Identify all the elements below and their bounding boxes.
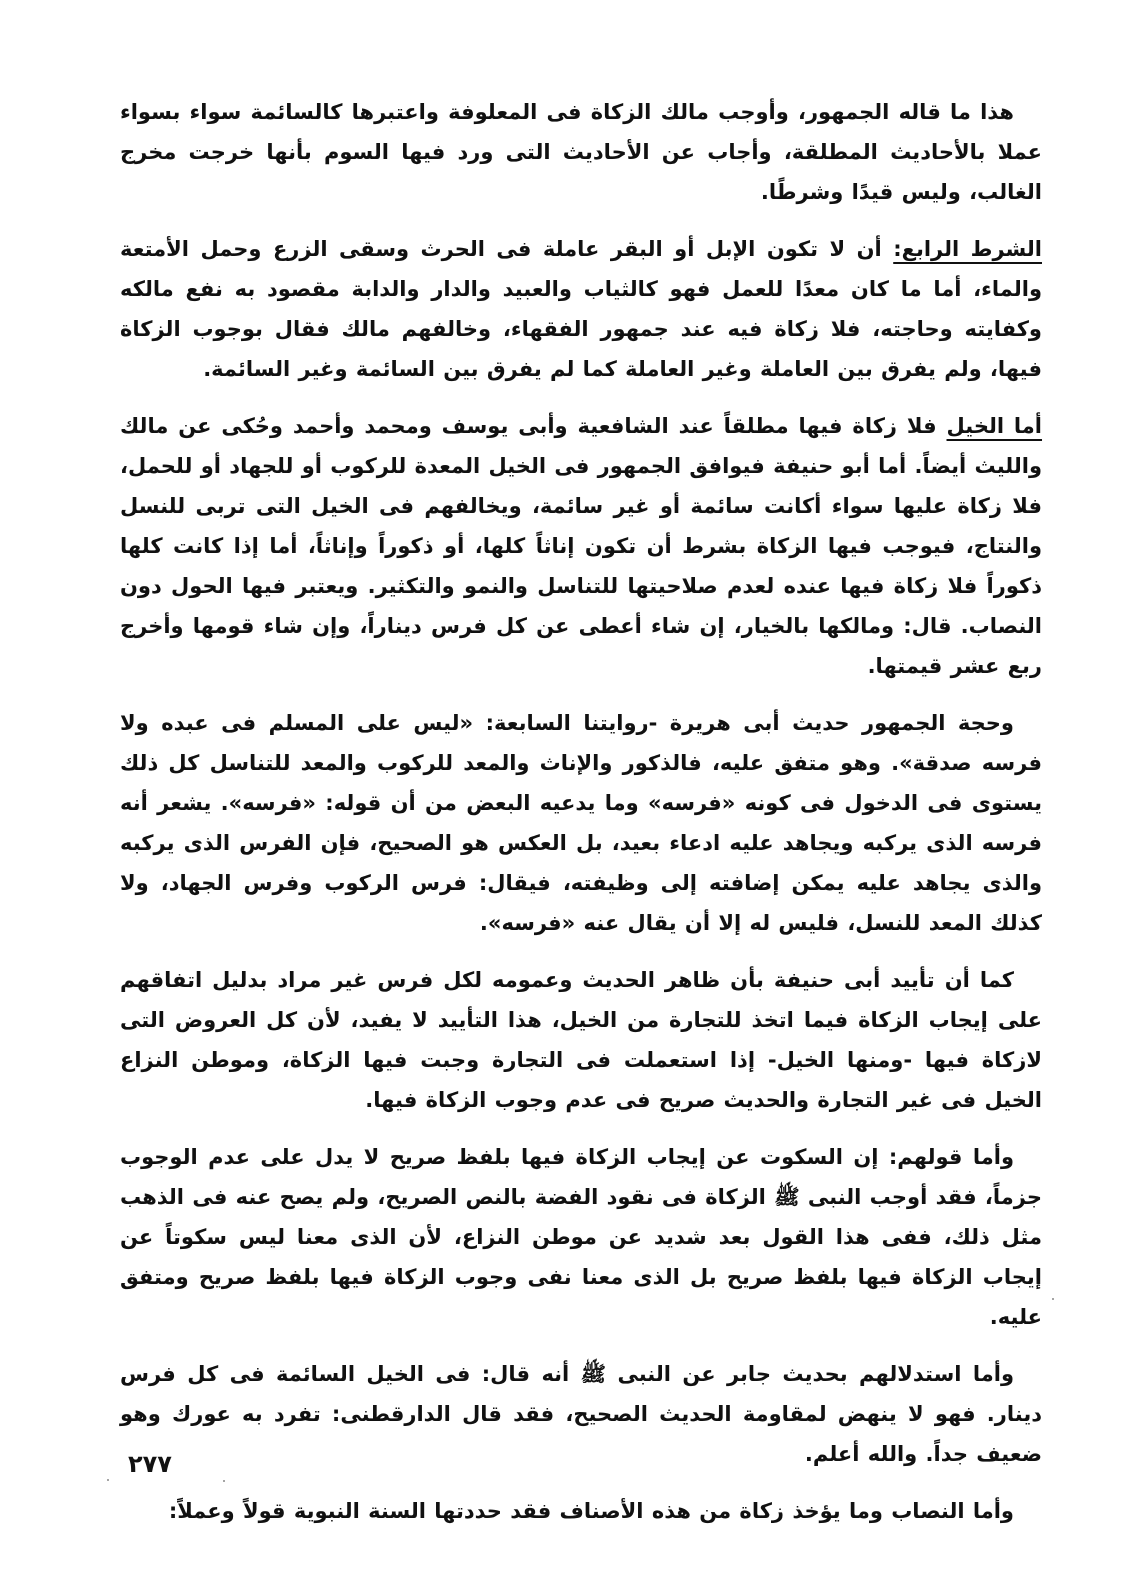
paragraph-text: وأما النصاب وما يؤخذ زكاة من هذه الأصناف فقد حددتها السنة النبوية قولاً وعملاً: xyxy=(168,1499,1014,1523)
section-heading-fourth-condition: الشرط الرابع: xyxy=(893,237,1042,261)
paragraph-text: كما أن تأييد أبى حنيفة بأن ظاهر الحديث وعمومه لكل فرس غير مراد بدليل اتفاقهم على إيجاب الزكاة فيما اتخذ للتجارة من الخيل، هذا التأييد لا يفيد، لأن كل العروض التى لازكاة فيها -ومنها الخيل- إذا استعملت فى التجارة وجبت فيها الزكاة، وموطن النزاع الخيل فى غير التجارة والحديث صريح فى عدم وجوب الزكاة فيها. xyxy=(120,968,1042,1112)
paragraph-text: هذا ما قاله الجمهور، وأوجب مالك الزكاة فى المعلوفة واعتبرها كالسائمة سواء بسواء عملا بالأحاديث المطلقة، وأجاب عن الأحاديث التى ورد فيها السوم بأنها خرجت مخرج الغالب، وليس قيدًا وشرطًا. xyxy=(120,100,1042,204)
scan-speck xyxy=(223,1480,225,1482)
paragraph-silence-argument xyxy=(120,1137,1042,1337)
paragraph-malik-opinion xyxy=(120,92,1042,212)
page-number: ٢٧٧ xyxy=(128,1450,172,1478)
document-page xyxy=(120,92,1042,1548)
paragraph-jabir-hadith xyxy=(120,1354,1042,1474)
paragraph-text: أن لا تكون الإبل أو البقر عاملة فى الحرث وسقى الزرع وحمل الأمتعة والماء، أما ما كان معدًا للعمل فهو كالثياب والعبيد والدار والدابة مقصود به نفع مالكه وكفايته وحاجته، فلا زكاة فيه عند جمهور الفقهاء، وخالفهم مالك فقال بوجوب الزكاة فيها، ولم يفرق بين العاملة وغير العاملة كما لم يفرق بين السائمة وغير السائمة. xyxy=(120,237,1042,381)
paragraph-text: وأما قولهم: إن السكوت عن إيجاب الزكاة فيها بلفظ صريح لا يدل على عدم الوجوب جزماً، فقد أوجب النبى ﷺ الزكاة فى نقود الفضة بالنص الصريح، ولم يصح عنه فى الذهب مثل ذلك، ففى هذا القول بعد شديد عن موطن النزاع، لأن الذى معنا ليس سكوتاً عن إيجاب الزكاة فيها بلفظ صريح بل الذى معنا نفى وجوب الزكاة فيها بلفظ صريح ومتفق عليه. xyxy=(120,1145,1042,1329)
paragraph-fourth-condition xyxy=(120,229,1042,389)
scan-speck xyxy=(107,1479,109,1481)
paragraph-nisab-intro xyxy=(120,1491,1042,1531)
paragraph-text: فلا زكاة فيها مطلقاً عند الشافعية وأبى يوسف ومحمد وأحمد وحُكى عن مالك والليث أيضاً. أما أبو حنيفة فيوافق الجمهور فى الخيل المعدة للركوب أو للجهاد أو للحمل، فلا زكاة عليها سواء أكانت سائمة أو غير سائمة، ويخالفهم فى الخيل التى تربى للنسل والنتاج، فيوجب فيها الزكاة بشرط أن تكون إناثاً كلها، أو ذكوراً وإناثاً، أما إذا كانت كلها ذكوراً فلا زكاة فيها عنده لعدم صلاحيتها للتناسل والنمو والتكثير. ويعتبر فيها الحول دون النصاب. قال: ومالكها بالخيار، إن شاء أعطى عن كل فرس ديناراً، وإن شاء قومها وأخرج ربع عشر قيمتها. xyxy=(120,414,1042,678)
paragraph-horses xyxy=(120,406,1042,686)
paragraph-text: وأما استدلالهم بحديث جابر عن النبى ﷺ أنه قال: فى الخيل السائمة فى كل فرس دينار. فهو لا ينهض لمقاومة الحديث الصحيح، فقد قال الدارقطنى: تفرد به عورك وهو ضعيف جداً. والله أعلم. xyxy=(120,1362,1042,1466)
section-heading-horses: أما الخيل xyxy=(946,414,1043,438)
paragraph-text: وحجة الجمهور حديث أبى هريرة -روايتنا السابعة: «ليس على المسلم فى عبده ولا فرسه صدقة». وهو متفق عليه، فالذكور والإناث والمعد للركوب والمعد للتناسل كل ذلك يستوى فى الدخول فى كونه «فرسه» وما يدعيه البعض من أن قوله: «فرسه». يشعر أنه فرسه الذى يركبه ويجاهد عليه ادعاء بعيد، بل العكس هو الصحيح، فإن الفرس الذى يركبه والذى يجاهد عليه يمكن إضافته إلى وظيفته، فيقال: فرس الركوب وفرس الجهاد، ولا كذلك المعد للنسل، فليس له إلا أن يقال عنه «فرسه». xyxy=(120,711,1042,935)
paragraph-abu-hanifa-support xyxy=(120,960,1042,1120)
scan-speck xyxy=(1052,1298,1054,1300)
paragraph-majority-evidence xyxy=(120,703,1042,943)
